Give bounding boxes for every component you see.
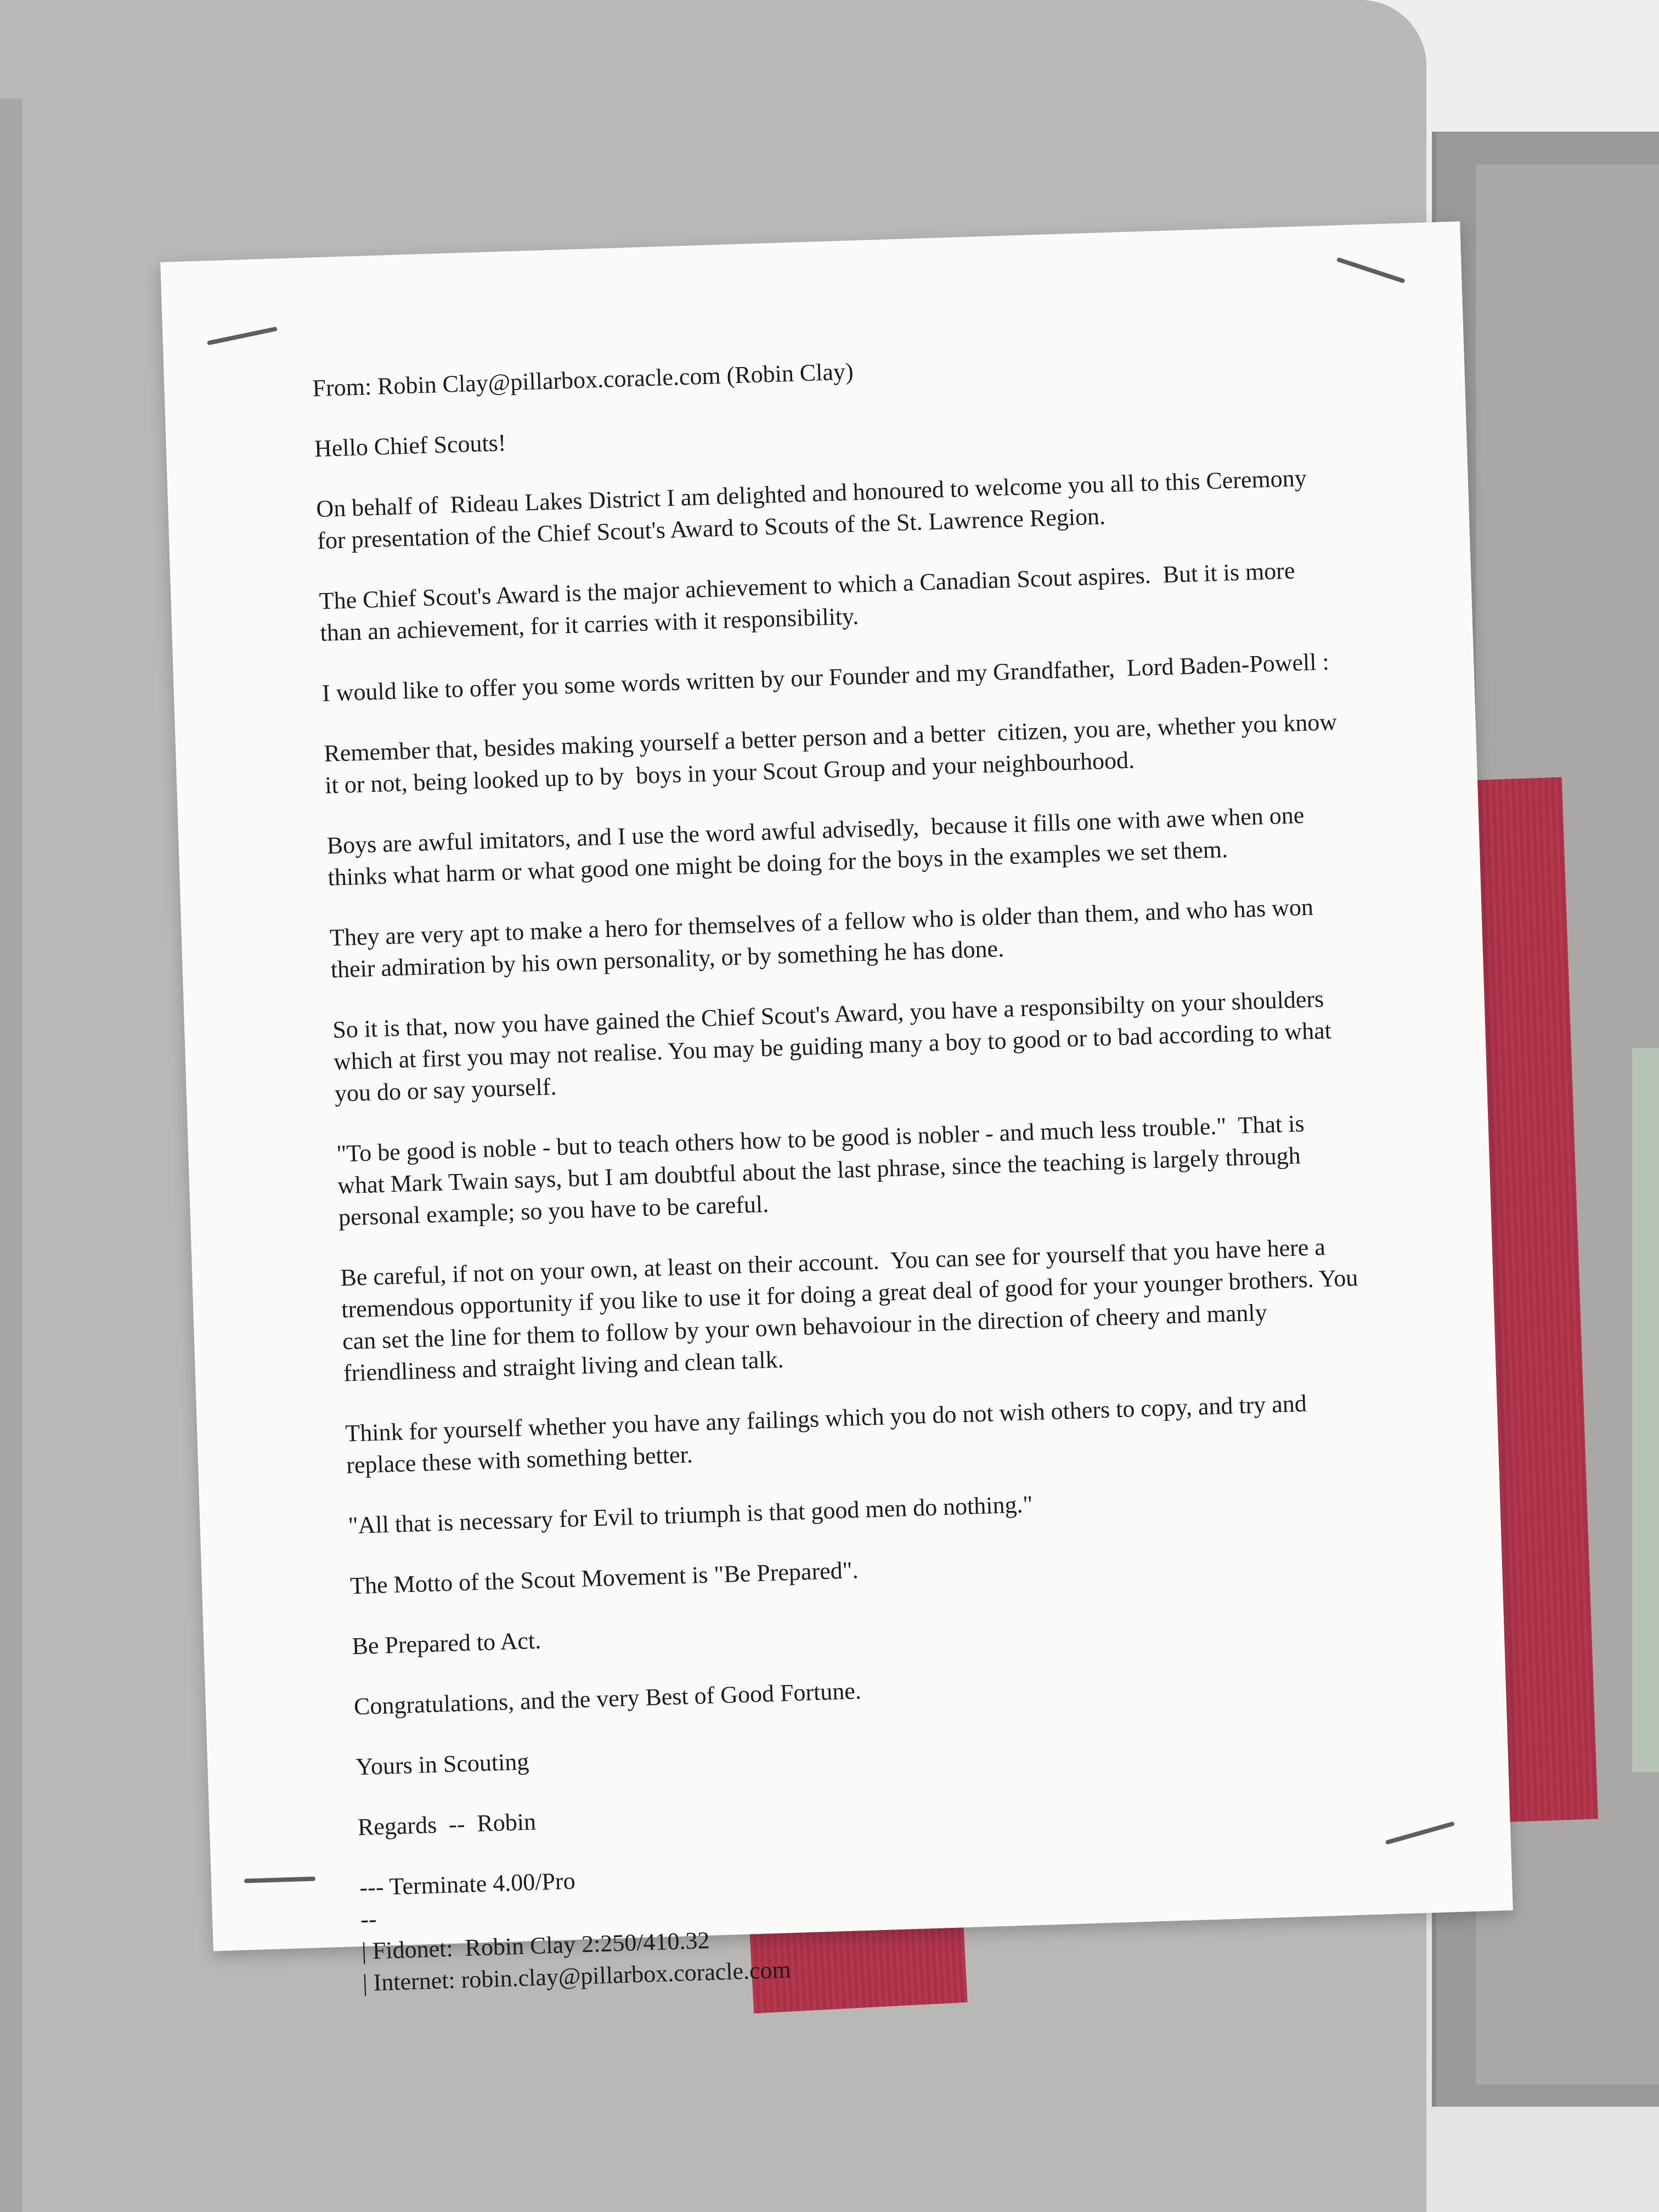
signature-tagline: --- Terminate 4.00/Pro bbox=[359, 1867, 576, 1901]
paragraph: Congratulations, and the very Best of Good Fortune. bbox=[353, 1677, 862, 1720]
green-sheet-edge bbox=[1632, 1048, 1659, 1772]
paragraph: Be Prepared to Act. bbox=[351, 1627, 541, 1660]
fidonet-address: | Fidonet: Robin Clay 2:250/410.32 bbox=[361, 1927, 710, 1965]
paragraph: Boys are awful imitators, and I use the word awful advisedly, because it fills one with awe when one thinks what harm or what good one might be doing for the boys in the examples we set them. bbox=[326, 801, 1311, 891]
paragraph: "To be good is noble - but to teach others how to be good is nobler - and much less trouble." That is what Mark Twain says, but I am doubtful about the last phrase, since the teaching is largely through personal example; so you have to be careful. bbox=[336, 1109, 1311, 1231]
paragraph: Regards -- Robin bbox=[357, 1808, 537, 1841]
staple-mark bbox=[207, 326, 278, 345]
paragraph: The Motto of the Scout Movement is "Be Prepared". bbox=[349, 1556, 859, 1600]
paragraph: On behalf of Rideau Lakes District I am delighted and honoured to welcome you all to this Ceremony for presentation of the Chief Scout's Award to Scouts of the St. Lawrence Region. bbox=[315, 464, 1313, 555]
signature-separator: -- bbox=[360, 1905, 377, 1933]
paragraph: Be careful, if not on your own, at least on their account. You can see for yourself that you have here a tremendous opportunity if you like to use it for doing a great deal of good for your younger brothers. You can set the line for them to follow by your own behavoiour in the direction of cheery and manly friendliness and straight living and clean talk. bbox=[340, 1233, 1364, 1387]
from-line: From: Robin Clay@pillarbox.coracle.com (Robin Clay) bbox=[312, 358, 854, 402]
paragraph: The Chief Scout's Award is the major achievement to which a Canadian Scout aspires. But it is more than an achievement, for it carries with it responsibility. bbox=[318, 556, 1302, 647]
paragraph: Remember that, besides making yourself a better person and a better citizen, you are, whether you know it or not, being looked up to by boys in your Scout Group and your neighbourhood. bbox=[323, 708, 1344, 799]
greeting: Hello Chief Scouts! bbox=[314, 429, 507, 462]
paragraph: I would like to offer you some words written by our Founder and my Grandfather, Lord Baden-Powell : bbox=[321, 648, 1330, 707]
paragraph: So it is that, now you have gained the Chief Scout's Award, you have a responsibilty on your shoulders which at first you may not realise. You may be guiding many a boy to good or to bad according to what you do or say yourself. bbox=[332, 985, 1338, 1107]
staple-mark bbox=[1336, 257, 1406, 284]
paragraph: Think for yourself whether you have any failings which you do not wish others to copy, and try and replace these with something better. bbox=[345, 1390, 1313, 1479]
letter-sheet bbox=[160, 222, 1513, 1996]
staple-mark bbox=[1385, 1821, 1455, 1845]
paragraph: "All that is necessary for Evil to triumph is that good men do nothing." bbox=[347, 1491, 1034, 1539]
binder-spine-edge bbox=[0, 99, 22, 2212]
paragraph: Yours in Scouting bbox=[355, 1748, 529, 1781]
internet-address: | Internet: robin.clay@pillarbox.coracle.com bbox=[362, 1956, 792, 1996]
paragraph: They are very apt to make a hero for themselves of a fellow who is older than them, and who has won their admiration by his own personality, or by something he has done. bbox=[329, 893, 1320, 983]
letter-body bbox=[312, 341, 1383, 1999]
staple-mark bbox=[244, 1877, 315, 1883]
